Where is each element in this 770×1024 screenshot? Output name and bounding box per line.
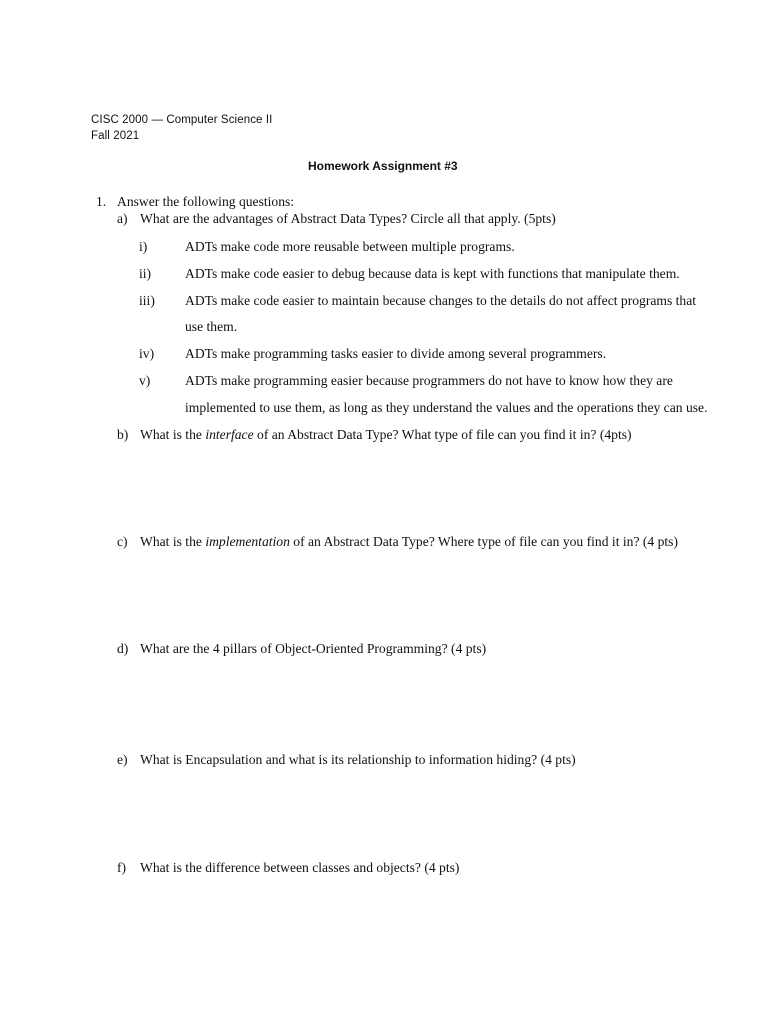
part-a-label: a) — [117, 211, 128, 226]
part-b-post: of an Abstract Data Type? What type of file can you find it in? (4pts) — [253, 427, 632, 442]
option-number: ii) — [139, 266, 152, 281]
part-b-emphasis: interface — [205, 427, 254, 442]
option-number: i) — [139, 239, 148, 254]
option-text-continued: use them. — [185, 319, 238, 334]
part-d-text: What are the 4 pillars of Object-Oriented Programming? (4 pts) — [140, 641, 487, 656]
term: Fall 2021 — [91, 130, 140, 142]
part-b-pre: What is the — [140, 427, 206, 442]
course-title: CISC 2000 — Computer Science II — [91, 114, 273, 126]
question-number: 1. — [96, 194, 107, 209]
option-number: v) — [139, 373, 151, 388]
part-a-text: What are the advantages of Abstract Data Types? Circle all that apply. (5pts) — [140, 211, 556, 226]
part-c-post: of an Abstract Data Type? Where type of file can you find it in? (4 pts) — [289, 534, 678, 549]
assignment-title: Homework Assignment #3 — [308, 159, 458, 173]
option-text: ADTs make programming tasks easier to divide among several programmers. — [185, 346, 607, 361]
part-c-text — [140, 534, 678, 550]
option-text: ADTs make code easier to debug because data is kept with functions that manipulate them. — [185, 266, 680, 281]
part-c-emphasis: implementation — [205, 534, 290, 549]
part-c-pre: What is the — [140, 534, 206, 549]
option-text: ADTs make code more reusable between multiple programs. — [185, 239, 515, 254]
part-f-text: What is the difference between classes and objects? (4 pts) — [140, 860, 460, 875]
part-f-label: f) — [117, 860, 127, 875]
option-number: iv) — [139, 346, 155, 361]
part-c-label: c) — [117, 534, 128, 549]
part-b-label: b) — [117, 427, 129, 442]
question-prompt: Answer the following questions: — [117, 194, 295, 209]
option-number: iii) — [139, 293, 155, 308]
option-text: ADTs make programming easier because programmers do not have to know how they are — [185, 373, 673, 388]
part-b-text — [140, 427, 632, 443]
part-e-label: e) — [117, 752, 128, 767]
part-e-text: What is Encapsulation and what is its relationship to information hiding? (4 pts) — [140, 752, 576, 767]
part-d-label: d) — [117, 641, 129, 656]
option-text-continued: implemented to use them, as long as they understand the values and the operations they can use. — [185, 400, 708, 415]
option-text: ADTs make code easier to maintain because changes to the details do not affect programs that — [185, 293, 697, 308]
